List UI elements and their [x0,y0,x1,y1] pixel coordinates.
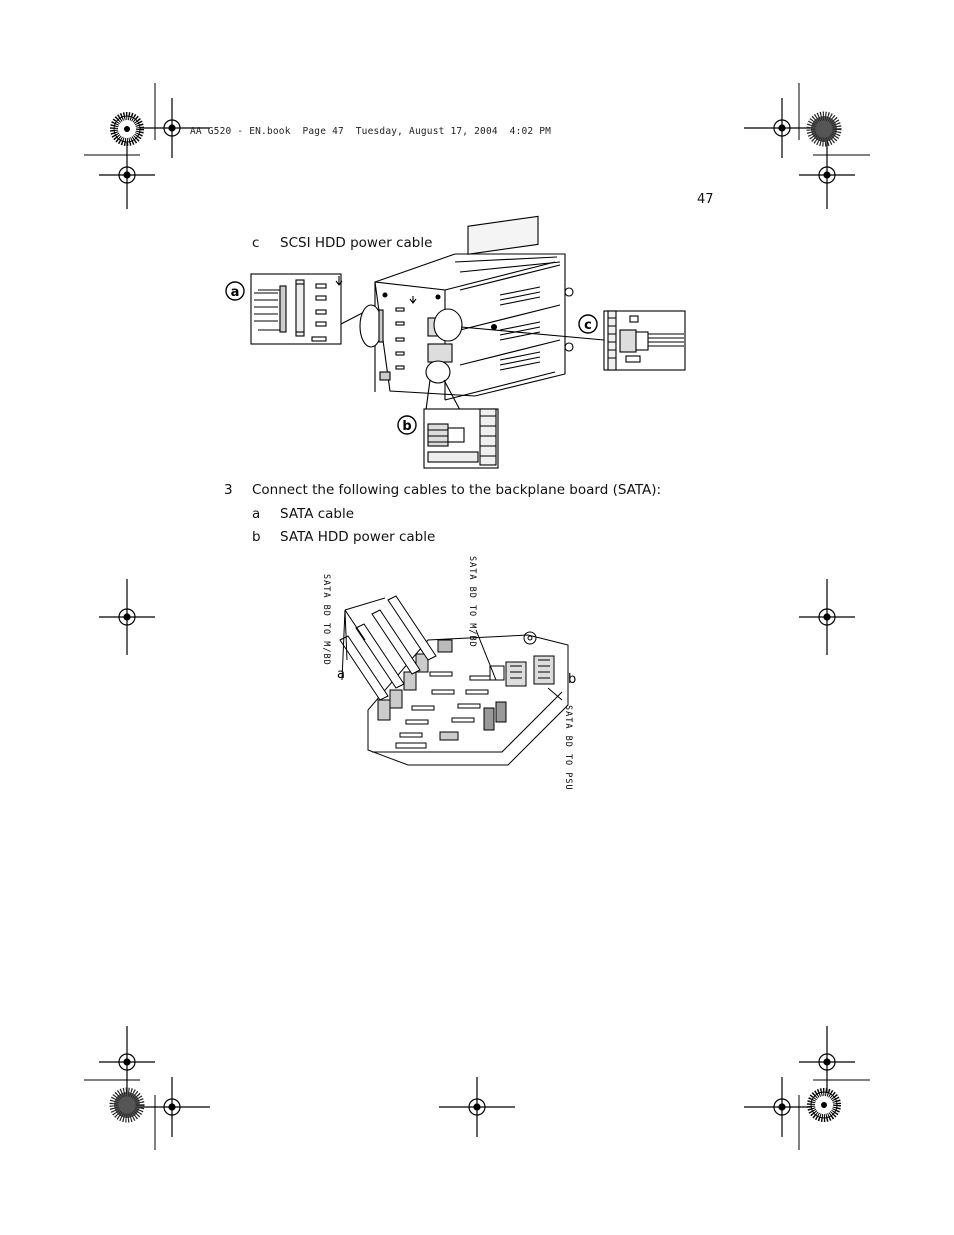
book-page-header: AA G520 - EN.book Page 47 Tuesday, August 17, 2004 4:02 PM [190,126,552,137]
step-3-text: Connect the following cables to the backplane board (SATA): [252,482,662,498]
callout-c-letter: c [584,318,592,333]
step-3-item-b-marker: b [252,529,261,545]
item-c-text: SCSI HDD power cable [280,235,433,251]
fig2-label-a: a [337,667,345,682]
callout-b-letter: b [402,419,412,434]
page-number: 47 [697,192,714,207]
fig2-vertical-label-middle: SATA BD TO M/BD [467,556,477,648]
fig2-vertical-label-left: SATA BD TO M/BD [321,574,331,666]
step-3-number: 3 [224,482,233,498]
item-c-marker: c [252,235,260,251]
fig2-label-b: b [568,672,577,687]
step-3-item-b-text: SATA HDD power cable [280,529,436,545]
callout-a-letter: a [230,285,240,300]
fig2-vertical-label-right: SATA BD TO PSU [563,705,573,791]
step-3-item-a-text: SATA cable [280,506,355,522]
step-3-item-a-marker: a [252,506,261,522]
